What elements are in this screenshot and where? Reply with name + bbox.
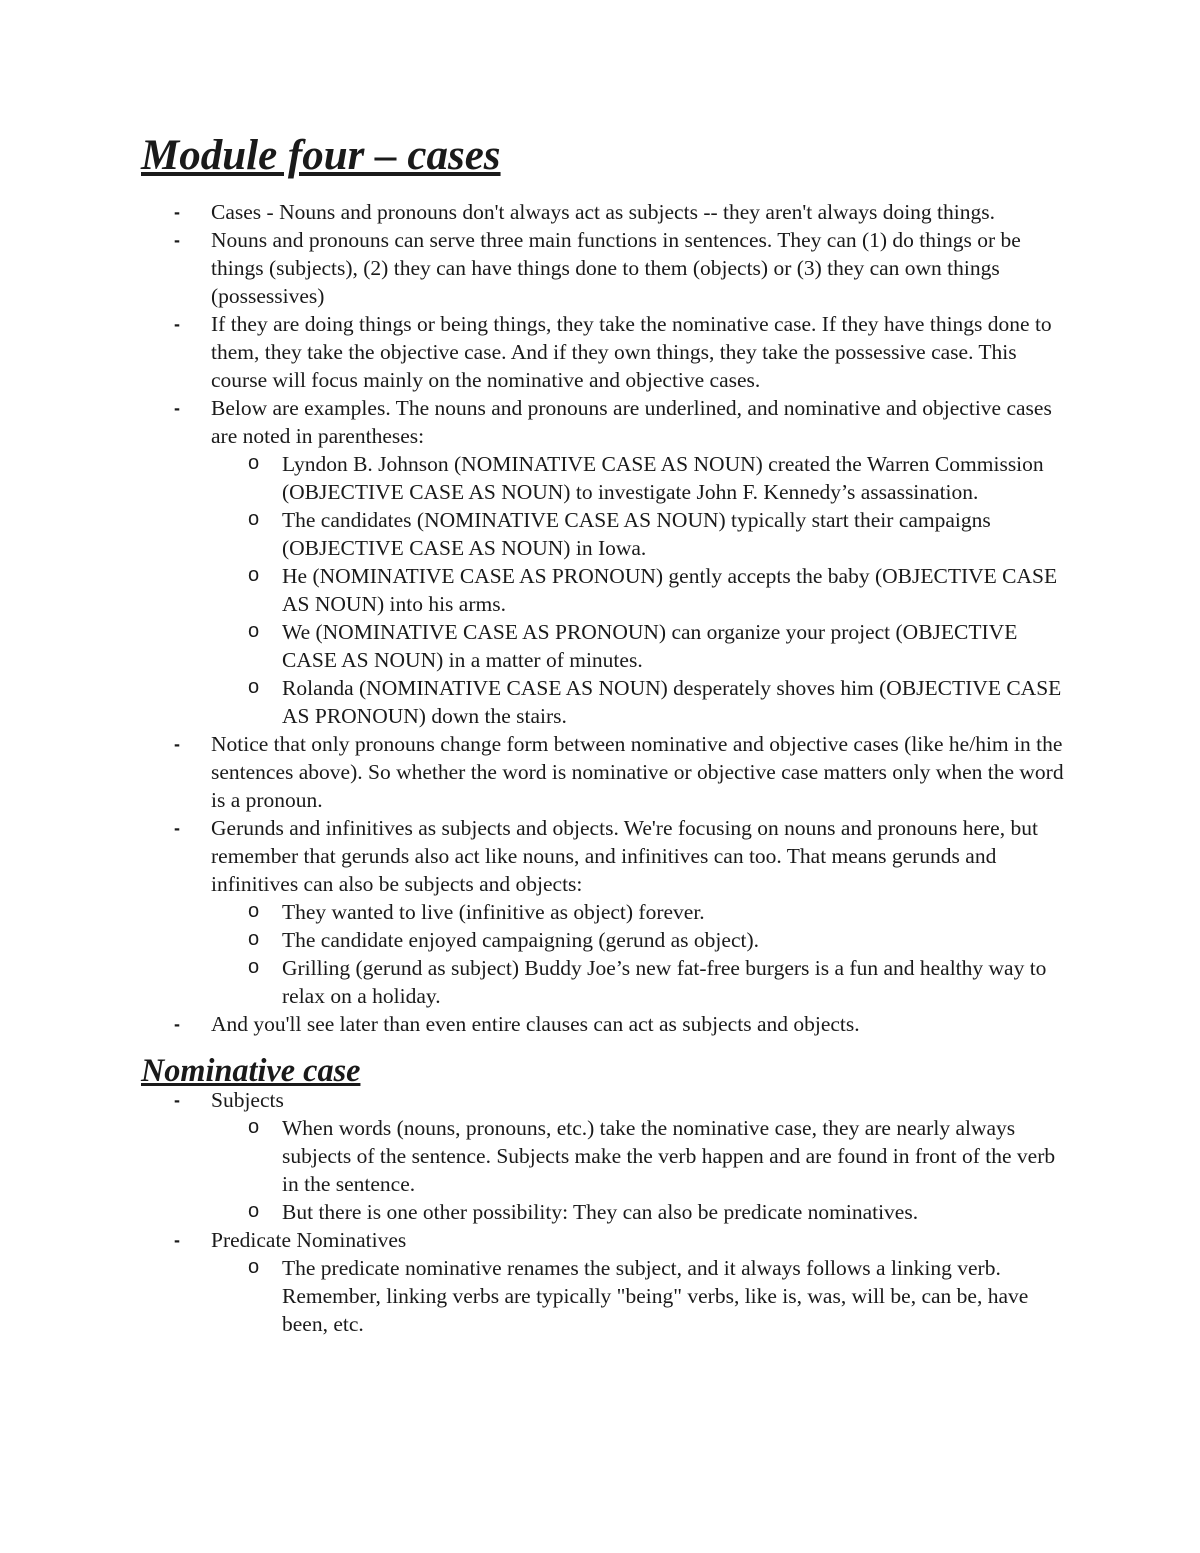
sublist-item [211, 1254, 1071, 1338]
sublist-item [211, 562, 1071, 618]
circle-bullet: o [248, 900, 260, 922]
dash-bullet: - [174, 202, 180, 222]
sublist-item-text: When words (nouns, pronouns, etc.) take the nominative case, they are nearly always subjects of the sentence. Subjects make the verb happen and are found in front of the verb in the sentence. [282, 1116, 1056, 1196]
list-item [141, 730, 1071, 814]
circle-bullet: o [248, 928, 260, 950]
list-item-text: Gerunds and infinitives as subjects and objects. We're focusing on nouns and pronouns here, but remember that gerunds also act like nouns, and infinitives can too. That means gerunds and infinitives can also be subjects and objects: [211, 816, 1038, 896]
sublist-item [211, 674, 1071, 730]
list-item [141, 1226, 1071, 1338]
dash-bullet: - [174, 1014, 180, 1034]
dash-bullet: - [174, 734, 180, 754]
list-item-text: Nouns and pronouns can serve three main functions in sentences. They can (1) do things or be things (subjects), (2) they can have things done to them (objects) or (3) they can own things (possessives) [211, 228, 1021, 308]
sublist-item [211, 450, 1071, 506]
dash-bullet: - [174, 230, 180, 250]
dash-bullet: - [174, 314, 180, 334]
sublist-item-text: The candidate enjoyed campaigning (gerund as object). [282, 928, 759, 952]
list-item [141, 226, 1071, 310]
cases-list [141, 198, 1071, 1038]
section-heading-nominative-case: Nominative case [141, 1052, 361, 1088]
sublist-item [211, 1198, 1071, 1226]
circle-bullet: o [248, 676, 260, 698]
list-item-text: Notice that only pronouns change form between nominative and objective cases (like he/him in the sentences above). So whether the word is nominative or objective case matters only when the word is a pronoun. [211, 732, 1064, 812]
list-item-text: Below are examples. The nouns and pronouns are underlined, and nominative and objective cases are noted in parentheses: [211, 396, 1052, 448]
examples-sublist [211, 450, 1071, 730]
sublist-item-text: He (NOMINATIVE CASE AS PRONOUN) gently accepts the baby (OBJECTIVE CASE AS NOUN) into his arms. [282, 564, 1058, 616]
sublist-item-text: The predicate nominative renames the subject, and it always follows a linking verb. Remember, linking verbs are typically "being" verbs, like is, was, will be, can be, have been, etc. [282, 1256, 1029, 1336]
circle-bullet: o [248, 1256, 260, 1278]
list-item [141, 814, 1071, 1010]
dash-bullet: - [174, 398, 180, 418]
sublist-item-text: They wanted to live (infinitive as object) forever. [282, 900, 705, 924]
sublist-item-text: Lyndon B. Johnson (NOMINATIVE CASE AS NOUN) created the Warren Commission (OBJECTIVE CASE AS NOUN) to investigate John F. Kennedy’s assassination. [282, 452, 1044, 504]
list-item [141, 310, 1071, 394]
dash-bullet: - [174, 818, 180, 838]
subjects-sublist [211, 1114, 1071, 1226]
gerunds-sublist [211, 898, 1071, 1010]
section-heading-cases: Module four – cases [141, 132, 501, 179]
list-item-text: Subjects [211, 1088, 284, 1112]
sublist-item-text: But there is one other possibility: They can also be predicate nominatives. [282, 1200, 919, 1224]
sublist-item [211, 506, 1071, 562]
sublist-item [211, 618, 1071, 674]
circle-bullet: o [248, 1116, 260, 1138]
list-item-text: Predicate Nominatives [211, 1228, 407, 1252]
circle-bullet: o [248, 1200, 260, 1222]
sublist-item [211, 926, 1071, 954]
circle-bullet: o [248, 620, 260, 642]
sublist-item-text: Rolanda (NOMINATIVE CASE AS NOUN) desperately shoves him (OBJECTIVE CASE AS PRONOUN) down the stairs. [282, 676, 1062, 728]
list-item-text: If they are doing things or being things, they take the nominative case. If they have things done to them, they take the objective case. And if they own things, they take the possessive case. This course will focus mainly on the nominative and objective cases. [211, 312, 1052, 392]
dash-bullet: - [174, 1230, 180, 1250]
list-item [141, 1010, 1071, 1038]
list-item [141, 1086, 1071, 1226]
circle-bullet: o [248, 452, 260, 474]
document-page [141, 132, 1071, 1338]
circle-bullet: o [248, 564, 260, 586]
sublist-item-text: The candidates (NOMINATIVE CASE AS NOUN) typically start their campaigns (OBJECTIVE CASE AS NOUN) in Iowa. [282, 508, 991, 560]
list-item [141, 198, 1071, 226]
sublist-item-text: We (NOMINATIVE CASE AS PRONOUN) can organize your project (OBJECTIVE CASE AS NOUN) in a matter of minutes. [282, 620, 1018, 672]
nominative-list [141, 1086, 1071, 1338]
sublist-item [211, 1114, 1071, 1198]
sublist-item [211, 954, 1071, 1010]
sublist-item [211, 898, 1071, 926]
sublist-item-text: Grilling (gerund as subject) Buddy Joe’s new fat-free burgers is a fun and healthy way to relax on a holiday. [282, 956, 1047, 1008]
list-item-text: Cases - Nouns and pronouns don't always act as subjects -- they aren't always doing things. [211, 200, 995, 224]
list-item [141, 394, 1071, 730]
list-item-text: And you'll see later than even entire clauses can act as subjects and objects. [211, 1012, 860, 1036]
predicate-nominatives-sublist [211, 1254, 1071, 1338]
dash-bullet: - [174, 1090, 180, 1110]
circle-bullet: o [248, 956, 260, 978]
circle-bullet: o [248, 508, 260, 530]
